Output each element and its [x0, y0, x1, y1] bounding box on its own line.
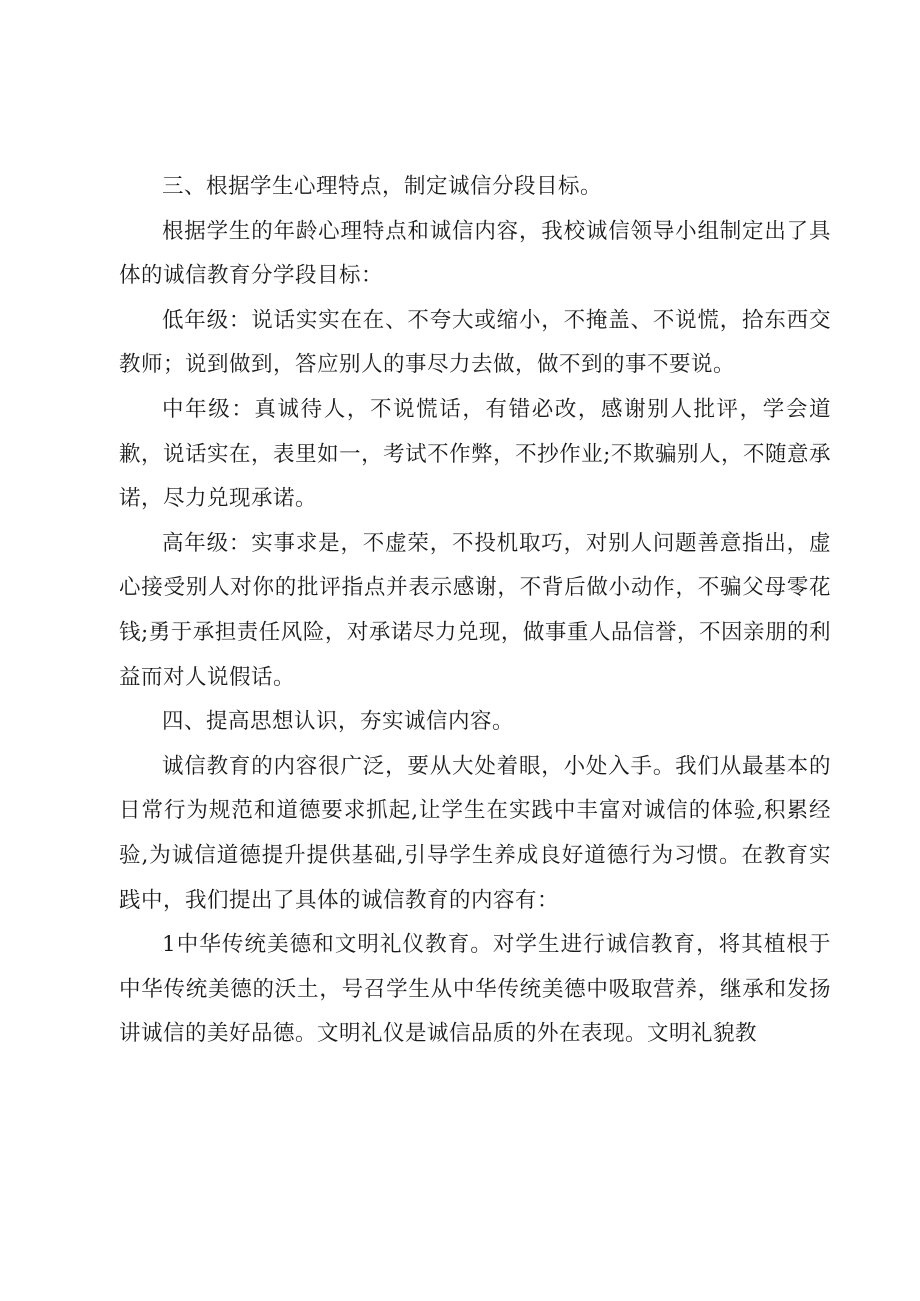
- section-heading-3: 三、根据学生心理特点，制定诚信分段目标。: [162, 174, 603, 199]
- paragraph-high-grade: 高年级：实事求是，不虚荣，不投机取巧，对别人问题善意指出，虚心接受别人对你的批评指点并表示感谢，不背后做小动作，不骗父母零花钱;勇于承担责任风险，对承诺尽力兑现，做事重人品信誉，不因亲朋的利益而对人说假话。: [119, 530, 831, 690]
- paragraph-intro: 根据学生的年龄心理特点和诚信内容，我校诚信领导小组制定出了具体的诚信教育分学段目标：: [119, 218, 831, 289]
- paragraph-item-1: 1中华传统美德和文明礼仪教育。对学生进行诚信教育，将其植根于中华传统美德的沃土，号召学生从中华传统美德中吸取营养，继承和发扬讲诚信的美好品德。文明礼仪是诚信品质的外在表现。文明礼貌教: [119, 932, 831, 1047]
- section-heading-4: 四、提高思想认识，夯实诚信内容。: [162, 709, 515, 735]
- paragraph-mid-grade: 中年级：真诚待人，不说慌话，有错必改，感谢别人批评，学会道歉，说话实在，表里如一，考试不作弊，不抄作业;不欺骗别人，不随意承诺，尽力兑现承诺。: [119, 396, 831, 512]
- paragraph-low-grade: 低年级：说话实实在在、不夸大或缩小，不掩盖、不说慌，拾东西交教师；说到做到，答应别人的事尽力去做，做不到的事不要说。: [119, 307, 831, 378]
- paragraph-content-scope: 诚信教育的内容很广泛，要从大处着眼，小处入手。我们从最基本的日常行为规范和道德要求抓起,让学生在实践中丰富对诚信的体验,积累经验,为诚信道德提升提供基础,引导学生养成良好道德行为习惯。在教育实践中，我们提出了具体的诚信教育的内容有：: [119, 753, 831, 913]
- document-body: [119, 165, 831, 1057]
